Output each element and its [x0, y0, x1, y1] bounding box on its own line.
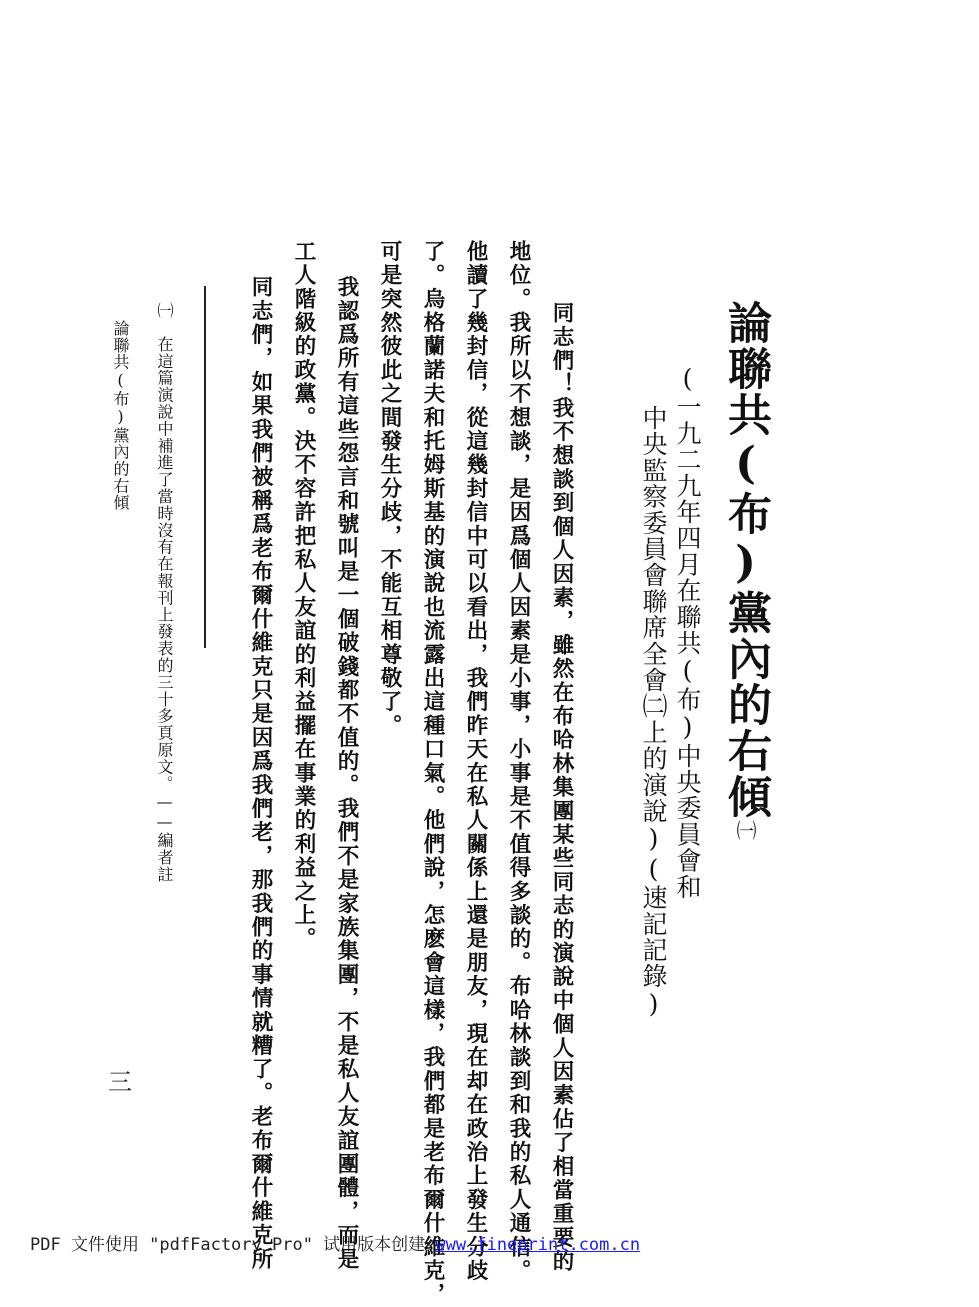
body-column-4: 了。烏格蘭諾夫和托姆斯基的演說也流露出這種口氣。他們說，怎麽會這樣，我們都是老布爾什維克，: [420, 240, 445, 1307]
article-title: [718, 300, 772, 842]
body-column-1: 同志們！我不想談到個人因素，雖然在布哈林集團某些同志的演說中個人因素佔了相當重要的: [549, 278, 574, 1274]
watermark-text: PDF 文件使用 "pdfFactory Pro" 试用版本创建: [30, 1235, 436, 1255]
subtitle-line-1: (一九二九年四月在聯共(布)中央委員會和: [673, 364, 702, 900]
body-column-6: 我認爲所有這些怨言和號叫是一個破錢都不值的。我們不是家族集團，不是私人友誼團體，而是: [334, 252, 359, 1272]
title-text: 論聯共(布)黨內的右傾: [720, 300, 771, 820]
page-number: 三: [108, 1068, 132, 1096]
body-column-8: 同志們，如果我們被稱爲老布爾什維克只是因爲我們老，那我們的事情就糟了。老布爾什維克所: [248, 252, 273, 1272]
body-column-2: 地位。我所以不想談，是因爲個人因素是小事，小事是不值得多談的。布哈林談到和我的私人通信。: [506, 240, 531, 1283]
subtitle-line-2: 中央監察委員會聯席全會㈡上的演說)(速記記錄): [639, 405, 668, 1020]
footnote-divider: [204, 286, 206, 648]
footnote: ㈠ 在這篇演說中補進了當時沒有在報刊上發表的三十多頁原文。——編者註: [155, 302, 174, 883]
running-header: 論聯共(布)黨內的右傾: [111, 320, 130, 511]
body-column-5: 可是突然彼此之間發生分歧，不能互相尊敬了。: [377, 240, 402, 738]
watermark-link[interactable]: www.fineprint.com.cn: [435, 1235, 641, 1255]
body-column-7: 工人階級的政黨。決不容許把私人友誼的利益擺在事業的利益之上。: [291, 240, 316, 951]
title-footnote-marker: ㈠: [733, 820, 757, 842]
pdf-watermark: [30, 1230, 640, 1255]
body-column-3: 他讀了幾封信，從這幾封信中可以看出，我們昨天在私人關係上還是朋友，現在却在政治上發生分歧: [463, 240, 488, 1283]
